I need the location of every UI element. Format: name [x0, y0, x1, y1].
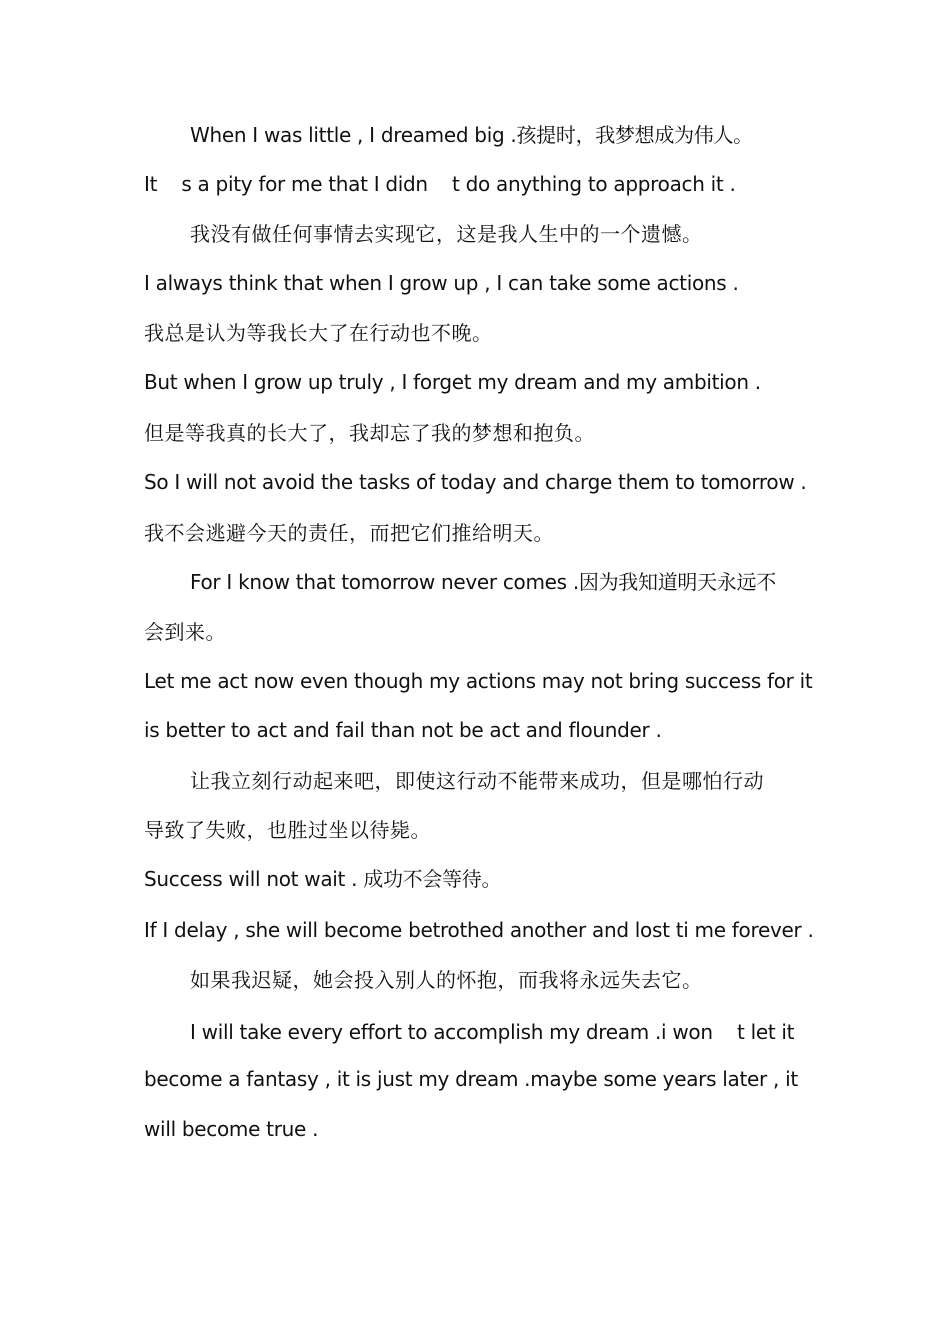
text-line: Let me act now even though my actions may not bring success for it — [144, 669, 813, 693]
text-line: When I was little , I dreamed big .孩提时，我梦想成为伟人。 — [190, 123, 753, 147]
text-line: 如果我迟疑，她会投入别人的怀抱，而我将永远失去它。 — [190, 968, 703, 992]
text-line: 我不会逃避今天的责任，而把它们推给明天。 — [144, 521, 554, 545]
text-line: I will take every effort to accomplish my dream .i won t let it — [190, 1020, 795, 1044]
text-line: 导致了失败，也胜过坐以待毙。 — [144, 818, 431, 842]
text-line: For I know that tomorrow never comes .因为我知道明天永远不 — [190, 570, 776, 594]
text-line: But when I grow up truly , I forget my dream and my ambition . — [144, 370, 761, 394]
text-line: 但是等我真的长大了，我却忘了我的梦想和抱负。 — [144, 421, 595, 445]
text-line: become a fantasy , it is just my dream .maybe some years later , it — [144, 1067, 798, 1091]
text-line: So I will not avoid the tasks of today and charge them to tomorrow . — [144, 470, 807, 494]
text-line: Success will not wait . 成功不会等待。 — [144, 867, 502, 891]
text-line: is better to act and fail than not be act and flounder . — [144, 718, 662, 742]
text-line: If I delay , she will become betrothed another and lost ti me forever . — [144, 918, 814, 942]
text-line: 会到来。 — [144, 620, 226, 644]
text-line: I always think that when I grow up , I can take some actions . — [144, 271, 739, 295]
text-line: 让我立刻行动起来吧，即使这行动不能带来成功，但是哪怕行动 — [190, 769, 764, 793]
text-line: 我没有做任何事情去实现它，这是我人生中的一个遗憾。 — [190, 222, 703, 246]
text-line: will become true . — [144, 1117, 319, 1141]
text-line: It s a pity for me that I didn t do anything to approach it . — [144, 172, 736, 196]
text-line: 我总是认为等我长大了在行动也不晚。 — [144, 321, 493, 345]
